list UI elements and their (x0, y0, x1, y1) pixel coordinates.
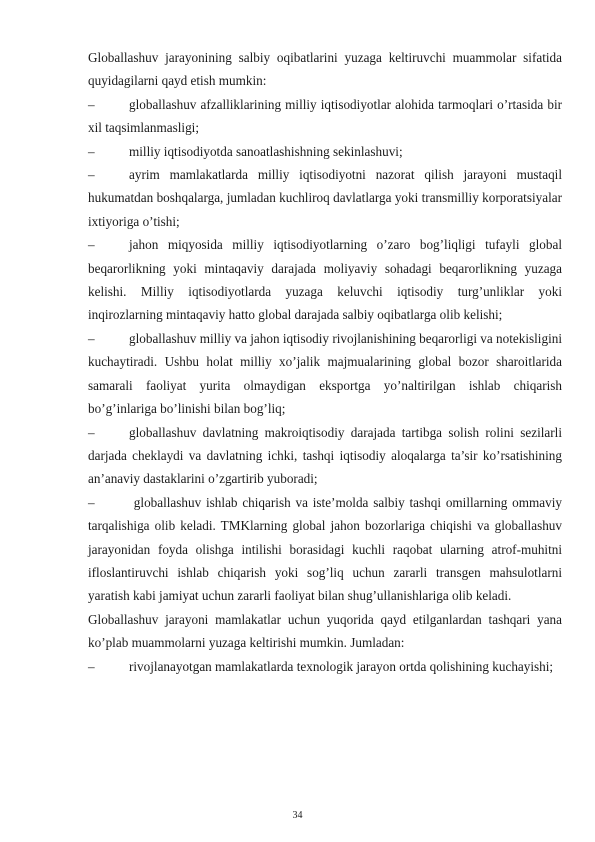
list-item-text: jahon miqyosida milliy iqtisodiyotlarning o’zaro bog’liqligi tufayli global beqarorlikning yoki mintaqaviy darajada moliyaviy sohadagi beqarorlikning yuzaga kelishi. Milliy iqtisodiyotlarda yuzaga keluvchi iqtisodiy turg’unliklar yoki inqirozlarning mintaqaviy hatto global darajada salbiy oqibatlarga olib kelishi; (88, 237, 562, 323)
list-item (88, 93, 562, 140)
list-item-text: ayrim mamlakatlarda milliy iqtisodiyotni nazorat qilish jarayoni mustaqil hukumatdan boshqalarga, jumladan kuchliroq davlatlarga yoki transmilliy korporatsiyalar ixtiyoriga o’tishi; (88, 167, 562, 229)
list-item-text: globallashuv milliy va jahon iqtisodiy rivojlanishining beqarorligi va notekisligini kuchaytiradi. Ushbu holat milliy xo’jalik majmualarining global bozor sharoitlarida samarali faoliyat yurita olmaydigan eksportga yo’naltirilgan ishlab chiqarish bo’g’inlariga bo’linishi bilan bog’liq; (88, 330, 562, 417)
dash-marker: – (88, 494, 95, 510)
list-item-text: rivojlanayotgan mamlakatlarda texnologik jarayon ortda qolishining kuchayishi; (129, 658, 554, 674)
dash-marker: – (88, 167, 95, 183)
list-item-text: globallashuv afzalliklarining milliy iqtisodiyotlar alohida tarmoqlari o’rtasida bir xil taqsimlanmasligi; (88, 96, 562, 136)
dash-marker: – (88, 424, 95, 440)
list-item-text: milliy iqtisodiyotda sanoatlashishning sekinlashuvi; (129, 143, 403, 159)
dash-marker: – (88, 330, 95, 346)
dash-marker: – (88, 143, 95, 159)
list-item (88, 140, 562, 163)
page-number: 34 (292, 810, 303, 821)
list-item (88, 491, 562, 608)
list-item-text: globallashuv ishlab chiqarish va iste’molda salbiy tashqi omillarning ommaviy tarqalishiga olib keladi. TMKlarning global jahon bozorlariga chiqishi va globallashuv jarayonidan foyda olishga intilishi borasidagi kuchli raqobat ularning atrof-muhitni ifloslantiruvchi ishlab chiqarish yoki sog’liq uchun zararli transgen mahsulotlarni yaratish kabi jamiyat uchun zararli faoliyat bilan shug’ullanishlariga olib keladi. (88, 494, 562, 604)
list-item (88, 163, 562, 233)
page-content (88, 46, 562, 678)
dash-marker: – (88, 658, 95, 674)
list-item (88, 233, 562, 327)
list-item (88, 655, 562, 678)
intro-paragraph: Globallashuv jarayonining salbiy oqibatlarini yuzaga keltiruvchi muammolar sifatida quyidagilarni qayd etish mumkin: (88, 50, 562, 89)
list-item (88, 327, 562, 421)
list-item-text: globallashuv davlatning makroiqtisodiy darajada tartibga solish rolini sezilarli darjada cheklaydi va davlatning ichki, tashqi iqtisodiy aloqalarga ta’sir ko’rsatishining an’anaviy dastaklarini o’zgartirib yuboradi; (88, 424, 562, 487)
second-paragraph: Globallashuv jarayoni mamlakatlar uchun yuqorida qayd etilganlardan tashqari yana ko’plab muammolarni yuzaga keltirishi mumkin. Jumladan: (88, 611, 562, 651)
list-item (88, 421, 562, 491)
dash-marker: – (88, 237, 95, 253)
dash-marker: – (88, 96, 95, 112)
